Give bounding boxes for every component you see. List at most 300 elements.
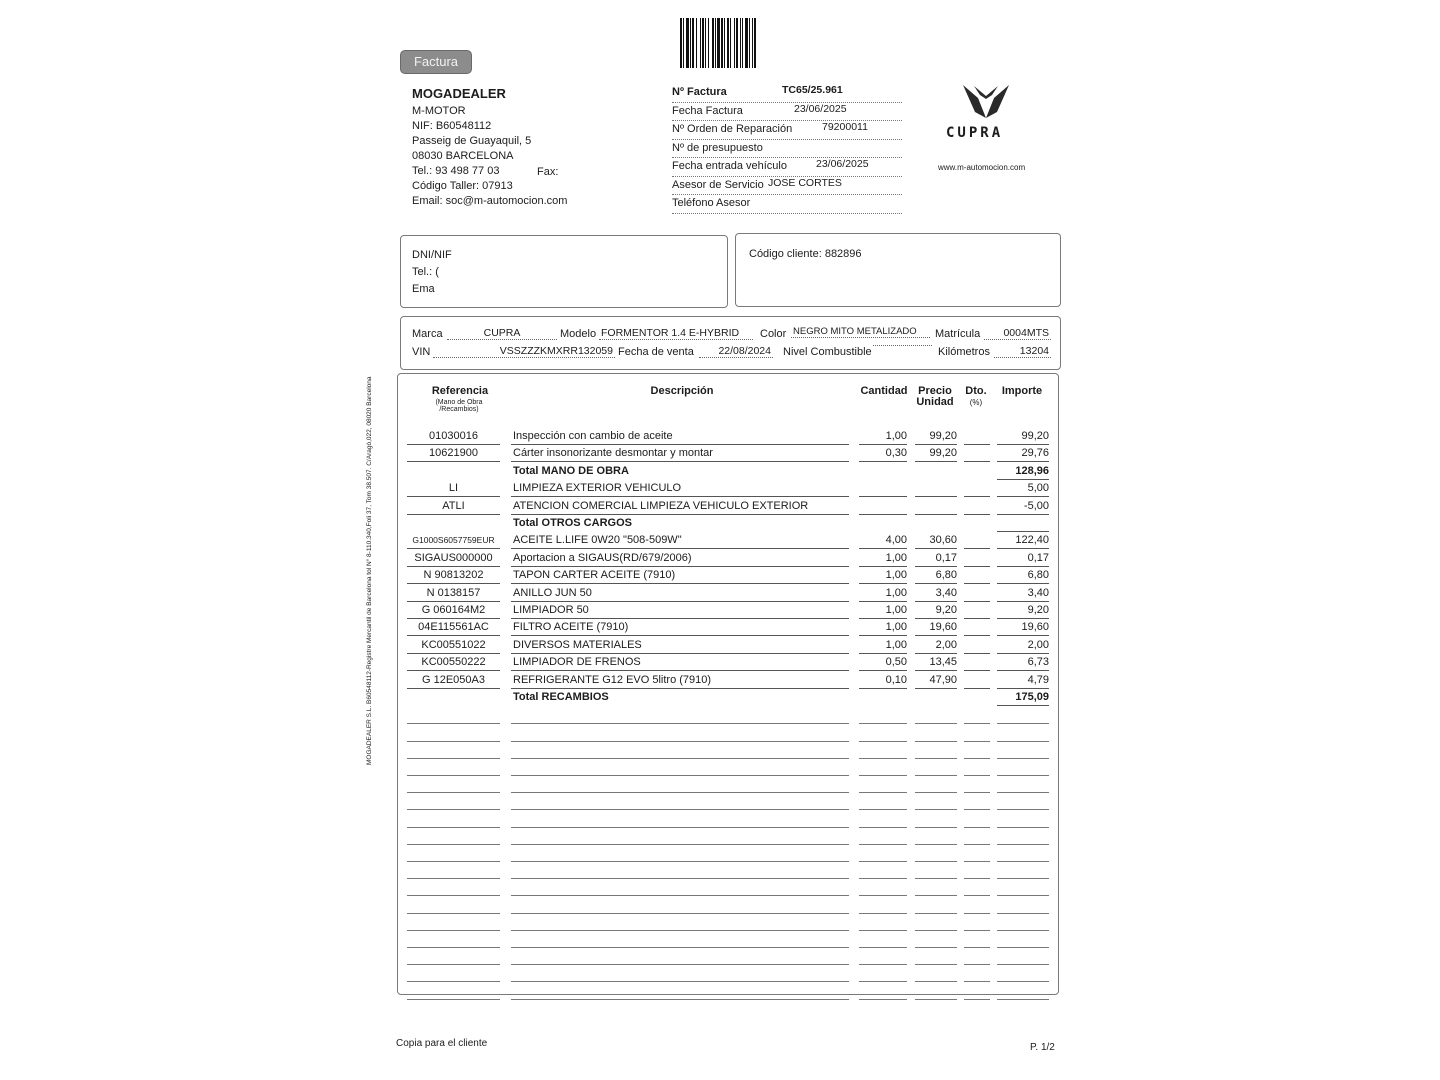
rule-line [859, 844, 907, 845]
rule-line [407, 827, 500, 828]
cell-amount: 2,00 [997, 637, 1049, 654]
rule-line [964, 964, 990, 965]
rule-line [511, 809, 849, 810]
header-unit: Unidad [916, 396, 954, 408]
service-advisor-label: Asesor de Servicio [672, 178, 764, 191]
cell-quantity: 0,10 [859, 672, 907, 689]
rule-line [915, 723, 957, 724]
cell-amount: 128,96 [997, 463, 1049, 480]
copy-note: Copia para el cliente [396, 1038, 488, 1049]
table-row [407, 654, 1057, 671]
cell-quantity: 1,00 [859, 637, 907, 654]
cell-amount: 6,73 [997, 654, 1049, 671]
rule-line [859, 861, 907, 862]
cell-reference: LI [407, 480, 500, 497]
advisor-phone-label: Teléfono Asesor [672, 197, 751, 209]
barcode-bar [756, 18, 757, 68]
marca-label: Marca [412, 328, 443, 340]
matricula-label: Matrícula [935, 328, 981, 340]
dni-label: DNI/NIF [412, 249, 452, 261]
rule-line [915, 999, 957, 1000]
company-line: Email: soc@m-automocion.com [412, 195, 568, 207]
invoice-number-row [672, 84, 902, 103]
cell-quantity [859, 515, 907, 531]
cell-reference: 01030016 [407, 428, 500, 445]
rule-line [511, 758, 849, 759]
km-value: 13204 [994, 345, 1051, 358]
cell-description: Total RECAMBIOS [513, 691, 609, 703]
cupra-logo-icon [946, 82, 1026, 127]
rule-line [997, 861, 1049, 862]
repair-order-row [672, 121, 902, 140]
cell-unit-price: 99,20 [915, 445, 957, 462]
empty-table-row [407, 880, 1057, 897]
rule-line [997, 827, 1049, 828]
rule-line [915, 947, 957, 948]
cell-quantity: 0,30 [859, 445, 907, 462]
rule-line [407, 895, 500, 896]
cell-quantity: 1,00 [859, 428, 907, 445]
rule-line [997, 792, 1049, 793]
empty-table-row [407, 932, 1057, 949]
cell-unit-price: 30,60 [915, 532, 957, 549]
rule-line [915, 930, 957, 931]
table-row [407, 602, 1057, 619]
document-type-tag: Factura [400, 50, 472, 74]
repair-order-label: Nº Orden de Reparación [672, 123, 793, 135]
cell-reference [407, 463, 500, 479]
table-row [407, 428, 1057, 445]
cell-discount [964, 428, 990, 445]
rule-line [859, 792, 907, 793]
marca-value: CUPRA [447, 327, 557, 340]
cell-amount: 175,09 [997, 689, 1049, 706]
cell-reference [407, 689, 500, 705]
empty-table-row [407, 760, 1057, 777]
cell-reference: KC00551022 [407, 637, 500, 654]
invoice-date-row [672, 103, 902, 122]
rule-line [915, 861, 957, 862]
rule-line [964, 895, 990, 896]
cell-unit-price: 13,45 [915, 654, 957, 671]
header-price: Precio [918, 385, 952, 397]
rule-line [964, 913, 990, 914]
cell-description: REFRIGERANTE G12 EVO 5litro (7910) [511, 672, 849, 689]
rule-line [511, 723, 849, 724]
empty-table-row [407, 726, 1057, 743]
cell-discount [964, 515, 990, 531]
rule-line [964, 827, 990, 828]
rule-line [859, 775, 907, 776]
km-label: Kilómetros [938, 346, 990, 358]
cell-description: LIMPIADOR 50 [511, 602, 849, 619]
rule-line [997, 913, 1049, 914]
vehicle-entry-value: 23/06/2025 [816, 158, 869, 170]
invoice-date-label: Fecha Factura [672, 104, 743, 117]
color-label: Color [760, 328, 787, 340]
rule-line [997, 930, 1049, 931]
rule-line [915, 758, 957, 759]
rule-line [511, 930, 849, 931]
cell-discount [964, 550, 990, 567]
cell-amount: -5,00 [997, 498, 1049, 515]
rule-line [407, 861, 500, 862]
cell-reference: N 0138157 [407, 585, 500, 602]
company-line: M-MOTOR [412, 105, 466, 117]
cell-reference: 10621900 [407, 445, 500, 462]
invoice-number-label: Nº Factura [672, 86, 727, 98]
cell-reference: N 90813202 [407, 567, 500, 584]
rule-line [997, 809, 1049, 810]
rule-line [997, 844, 1049, 845]
cell-unit-price: 2,00 [915, 637, 957, 654]
company-line: Tel.: 93 498 77 03 [412, 165, 500, 177]
rule-line [859, 913, 907, 914]
rule-line [997, 775, 1049, 776]
email-label: Ema [412, 283, 435, 295]
header-qty: Cantidad [860, 385, 908, 397]
rule-line [997, 895, 1049, 896]
rule-line [407, 964, 500, 965]
rule-line [511, 741, 849, 742]
cell-amount: 19,60 [997, 619, 1049, 636]
empty-table-row [407, 898, 1057, 915]
rule-line [407, 723, 500, 724]
rule-line [997, 758, 1049, 759]
cell-reference: 04E115561AC [407, 619, 500, 636]
company-line: Código Taller: 07913 [412, 180, 513, 192]
cell-quantity [859, 480, 907, 497]
cell-discount [964, 445, 990, 462]
cell-discount [964, 672, 990, 689]
rule-line [964, 844, 990, 845]
cell-description: ANILLO JUN 50 [511, 585, 849, 602]
rule-line [964, 792, 990, 793]
cell-amount: 6,80 [997, 567, 1049, 584]
cell-quantity: 1,00 [859, 602, 907, 619]
rule-line [915, 895, 957, 896]
rule-line [407, 999, 500, 1000]
rule-line [407, 741, 500, 742]
rule-line [915, 741, 957, 742]
rule-line [407, 947, 500, 948]
table-row [407, 567, 1057, 584]
rule-line [997, 981, 1049, 982]
cell-amount: 29,76 [997, 445, 1049, 462]
cell-discount [964, 567, 990, 584]
company-line: Passeig de Guayaquil, 5 [412, 135, 532, 147]
rule-line [407, 878, 500, 879]
rule-line [511, 775, 849, 776]
empty-table-row [407, 846, 1057, 863]
cell-unit-price [915, 480, 957, 497]
rule-line [964, 809, 990, 810]
table-row [407, 672, 1057, 689]
rule-line [915, 844, 957, 845]
rule-line [964, 930, 990, 931]
rule-line [997, 964, 1049, 965]
cell-description: LIMPIADOR DE FRENOS [511, 654, 849, 671]
header-ref-sub: (Mano de Obra /Recambios) [435, 399, 483, 413]
table-row [407, 550, 1057, 567]
cell-reference: ATLI [407, 498, 500, 515]
cell-discount [964, 602, 990, 619]
cell-description: ATENCION COMERCIAL LIMPIEZA VEHICULO EXTERIOR [511, 498, 849, 515]
cell-quantity [859, 498, 907, 515]
empty-table-row [407, 984, 1057, 1001]
cell-reference: G1000S6057759EUR [407, 532, 500, 549]
cell-discount [964, 637, 990, 654]
empty-table-row [407, 794, 1057, 811]
rule-line [407, 775, 500, 776]
fecha-venta-value: 22/08/2024 [699, 345, 773, 358]
fax-label: Fax: [537, 166, 559, 178]
rule-line [511, 999, 849, 1000]
vin-label: VIN [412, 346, 431, 358]
cell-quantity: 0,50 [859, 654, 907, 671]
invoice-meta [672, 84, 902, 214]
rule-line [859, 758, 907, 759]
cell-amount: 0,17 [997, 550, 1049, 567]
cell-quantity: 4,00 [859, 532, 907, 549]
total-row [407, 689, 1057, 706]
header-dto: Dto. [965, 385, 987, 397]
cell-amount: 122,40 [997, 532, 1049, 549]
cell-reference: KC00550222 [407, 654, 500, 671]
rule-line [997, 999, 1049, 1000]
cell-amount: 9,20 [997, 602, 1049, 619]
rule-line [407, 809, 500, 810]
rule-line [859, 827, 907, 828]
cell-quantity: 1,00 [859, 550, 907, 567]
rule-line [964, 878, 990, 879]
header-dto-pct: (%) [969, 398, 983, 407]
service-advisor-row [672, 177, 902, 196]
cell-discount [964, 654, 990, 671]
rule-line [511, 861, 849, 862]
cell-description: Cárter insonorizante desmontar y montar [511, 445, 849, 462]
estimate-label: Nº de presupuesto [672, 141, 763, 154]
cell-description: LIMPIEZA EXTERIOR VEHICULO [511, 480, 849, 497]
rule-line [964, 723, 990, 724]
rule-line [997, 741, 1049, 742]
cell-reference: G 060164M2 [407, 602, 500, 619]
rule-line [964, 999, 990, 1000]
rule-line [511, 844, 849, 845]
vehicle-entry-label: Fecha entrada vehículo [672, 160, 787, 172]
repair-order-value: 79200011 [822, 121, 868, 133]
empty-table-row [407, 949, 1057, 966]
rule-line [511, 981, 849, 982]
empty-table-row [407, 915, 1057, 932]
cell-unit-price: 6,80 [915, 567, 957, 584]
empty-table-row [407, 863, 1057, 880]
cell-description: FILTRO ACEITE (7910) [511, 619, 849, 636]
cell-amount: 4,79 [997, 672, 1049, 689]
modelo-label: Modelo [560, 328, 597, 340]
rule-line [964, 775, 990, 776]
cell-unit-price [915, 463, 957, 479]
rule-line [859, 999, 907, 1000]
cell-quantity: 1,00 [859, 585, 907, 602]
fecha-venta-label: Fecha de venta [618, 346, 694, 358]
cell-quantity [859, 689, 907, 705]
rule-line [859, 878, 907, 879]
rule-line [859, 930, 907, 931]
rule-line [859, 981, 907, 982]
empty-table-row [407, 966, 1057, 983]
table-row [407, 480, 1057, 497]
table-row [407, 619, 1057, 636]
table-row [407, 498, 1057, 515]
cell-unit-price [915, 689, 957, 705]
cell-description: DIVERSOS MATERIALES [511, 637, 849, 654]
rule-line [997, 878, 1049, 879]
client-code: Código cliente: 882896 [749, 248, 862, 260]
page-number: P. 1/2 [1030, 1042, 1055, 1053]
empty-table-row [407, 812, 1057, 829]
company-line: 08030 BARCELONA [412, 150, 514, 162]
vehicle-entry-row [672, 158, 902, 177]
cell-unit-price [915, 498, 957, 515]
rule-line [964, 741, 990, 742]
tel-label: Tel.: ( [412, 266, 439, 278]
empty-table-row [407, 708, 1057, 725]
empty-table-row [407, 743, 1057, 760]
cell-unit-price: 0,17 [915, 550, 957, 567]
header-ref: Referencia [431, 385, 489, 397]
rule-line [964, 947, 990, 948]
table-row [407, 445, 1057, 462]
barcode [680, 18, 816, 68]
empty-table-row [407, 829, 1057, 846]
rule-line [964, 981, 990, 982]
cell-unit-price: 47,90 [915, 672, 957, 689]
total-row [407, 463, 1057, 480]
rule-line [915, 792, 957, 793]
table-row [407, 585, 1057, 602]
cell-reference: G 12E050A3 [407, 672, 500, 689]
cell-description: Total MANO DE OBRA [513, 464, 629, 477]
rule-line [511, 913, 849, 914]
modelo-value: FORMENTOR 1.4 E-HYBRID [599, 327, 753, 340]
rule-line [511, 895, 849, 896]
rule-line [511, 878, 849, 879]
header-desc: Descripción [650, 385, 714, 397]
rule-line [915, 775, 957, 776]
rule-line [407, 844, 500, 845]
rule-line [915, 809, 957, 810]
cell-unit-price [915, 515, 957, 531]
cell-unit-price: 9,20 [915, 602, 957, 619]
cell-quantity: 1,00 [859, 619, 907, 636]
matricula-value: 0004MTS [984, 327, 1051, 340]
cell-description: Aportacion a SIGAUS(RD/679/2006) [511, 550, 849, 567]
cell-quantity [859, 463, 907, 479]
estimate-row [672, 140, 902, 159]
cell-amount: 5,00 [997, 480, 1049, 497]
rule-line [511, 947, 849, 948]
rule-line [511, 964, 849, 965]
rule-line [407, 758, 500, 759]
cell-discount [964, 532, 990, 549]
rule-line [997, 723, 1049, 724]
rule-line [407, 913, 500, 914]
rule-line [997, 947, 1049, 948]
cell-reference [407, 515, 500, 531]
service-advisor-value: JOSE CORTES [768, 176, 842, 189]
table-row [407, 532, 1057, 549]
rule-line [511, 792, 849, 793]
combustible-value [873, 345, 932, 346]
rule-line [915, 981, 957, 982]
cell-unit-price: 19,60 [915, 619, 957, 636]
cell-discount [964, 585, 990, 602]
rule-line [407, 981, 500, 982]
cell-description: ACEITE L.LIFE 0W20 "508-509W" [511, 532, 849, 549]
rule-line [407, 792, 500, 793]
color-value: NEGRO MITO METALIZADO [791, 326, 930, 338]
cell-quantity: 1,00 [859, 567, 907, 584]
invoice-number-value: TC65/25.961 [782, 84, 843, 96]
cell-discount [964, 689, 990, 705]
cell-amount: 99,20 [997, 428, 1049, 445]
rule-line [407, 930, 500, 931]
cell-amount [997, 515, 1049, 532]
cell-discount [964, 498, 990, 515]
cell-unit-price: 99,20 [915, 428, 957, 445]
client-code-box [735, 233, 1061, 307]
invoice-date-value: 23/06/2025 [794, 102, 847, 115]
empty-table-row [407, 777, 1057, 794]
rule-line [915, 913, 957, 914]
rule-line [511, 827, 849, 828]
client-details-box [400, 235, 728, 308]
rule-line [915, 964, 957, 965]
table-row [407, 637, 1057, 654]
company-name: MOGADEALER [412, 86, 506, 101]
cell-discount [964, 619, 990, 636]
cell-description: Inspección con cambio de aceite [511, 428, 849, 445]
rule-line [859, 895, 907, 896]
rule-line [964, 758, 990, 759]
rule-line [915, 878, 957, 879]
rule-line [915, 827, 957, 828]
cell-reference: SIGAUS000000 [407, 550, 500, 567]
company-info [412, 86, 567, 209]
rule-line [859, 809, 907, 810]
cell-description: Total OTROS CARGOS [513, 517, 632, 529]
combustible-label: Nivel Combustible [783, 346, 872, 358]
cell-discount [964, 463, 990, 479]
rule-line [859, 964, 907, 965]
vehicle-details-box [400, 316, 1061, 370]
legal-side-text: MOGADEALER S.L. B60548112-Registre Mercantil de Barcelona tol N° 8-110.340,Foli 37, Tom 38.507. C/Aragó,022, 08020 Barcelona [366, 376, 373, 765]
company-line: NIF: B60548112 [412, 120, 492, 132]
cell-unit-price: 3,40 [915, 585, 957, 602]
advisor-phone-row [672, 195, 902, 214]
cell-amount: 3,40 [997, 585, 1049, 602]
cell-discount [964, 480, 990, 497]
header-amount: Importe [1001, 385, 1043, 397]
vin-value: VSSZZZKMXRR132059 [433, 345, 615, 358]
rule-line [859, 723, 907, 724]
brand-website: www.m-automocion.com [938, 163, 1026, 172]
rule-line [964, 861, 990, 862]
cell-description: TAPON CARTER ACEITE (7910) [511, 567, 849, 584]
rule-line [859, 947, 907, 948]
brand-logo-text: CUPRA [946, 125, 1004, 141]
